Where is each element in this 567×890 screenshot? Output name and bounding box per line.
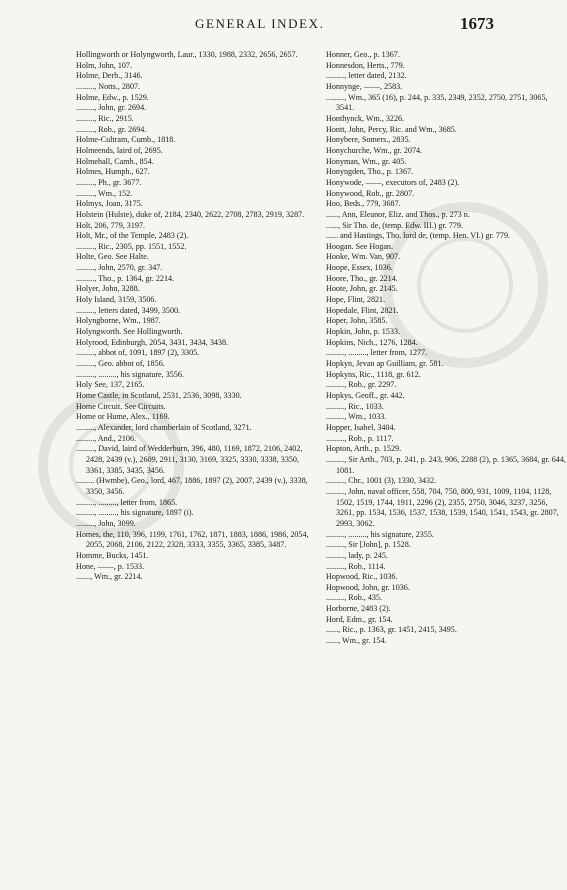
index-entry: Honyngden, Tho., p. 1367. — [326, 167, 414, 177]
index-entry: ......., Wm., gr. 2214. — [76, 572, 143, 582]
index-entry: ........., Ric., 2915. — [76, 113, 134, 123]
index-entry: Hopton, Arth., p. 1529. — [326, 444, 402, 454]
index-entry: Hoote, John, gr. 2145. — [326, 284, 398, 294]
index-column-left — [76, 50, 316, 583]
index-entry: Horborne, 2483 (2). — [326, 604, 391, 614]
index-column-right — [326, 50, 566, 647]
index-entry: Holyrood, Edinburgh, 2054, 3431, 3434, 3438. — [76, 337, 229, 347]
index-entry: Honner, Geo., p. 1367. — [326, 50, 400, 59]
index-entry: ........., Ric., 1033. — [326, 401, 384, 411]
index-entry: Hopkyn, Jevan ap Guilliam, gr. 581. — [326, 359, 444, 369]
index-entry: ...... and Hastings, Tho. lord de, (temp. Hen. VI.) gr. 779. — [326, 231, 511, 241]
page-header — [0, 16, 567, 38]
index-entry: Home Circuit. See Circuits. — [76, 401, 166, 411]
index-entry: ........., Wm., 365 (16), p. 244, p. 335, 2349, 2352, 2750, 2751, 3065, 3541. — [326, 92, 548, 113]
index-entry: ........., David, laird of Wedderburn, 396, 480, 1169, 1872, 2106, 2402, 2428, 2439 (v.), 2609, 2911, 3130, 3169, 3325, 3330, 3338, 3350, 3361, 3385, 3435, 3456. — [76, 444, 303, 475]
index-entry: Holme-Cultram, Cumb., 1818. — [76, 135, 176, 145]
index-entry: Honybere, Somers., 2835. — [326, 135, 411, 145]
index-entry: Homme, Bucks, 1451. — [76, 550, 149, 560]
index-entry: Holstein (Hulste), duke of, 2184, 2340, 2622, 2708, 2783, 2919, 3287. — [76, 209, 305, 219]
index-entry: Holy Island, 3159, 3506. — [76, 295, 157, 305]
index-entry: Hoogan. See Hogan. — [326, 241, 393, 251]
index-entry: ........., John, 2570, gr. 347. — [76, 263, 163, 273]
index-entry: ........., ........., his signature, 1897 (i). — [76, 508, 194, 518]
index-entry: ........., ........., letter from, 1277. — [326, 348, 428, 358]
index-entry: ........., Ric., 2305, pp. 1551, 1552. — [76, 241, 187, 251]
index-entry: ........., Wm., 1033. — [326, 412, 387, 422]
index-entry: Hopwood, John, gr. 1036. — [326, 582, 410, 592]
index-entry: Holyer, John, 3288. — [76, 284, 140, 294]
index-entry: Hontt, John, Percy, Ric. and Wm., 3685. — [326, 124, 457, 134]
index-entry: Holy See, 137, 2165. — [76, 380, 145, 390]
index-entry: Holyngborne, Wm., 1987. — [76, 316, 161, 326]
index-entry: Honnynge, ——, 2583. — [326, 81, 403, 91]
index-entry: Honnesdon, Herts., 779. — [326, 60, 405, 70]
index-entry: Holt, Mr., of the Temple, 2483 (2). — [76, 231, 189, 241]
index-entry: Holmeends, laird of, 2695. — [76, 145, 163, 155]
index-entry: ........., John, gr. 2694. — [76, 103, 147, 113]
index-entry: ........., John, naval officer, 558, 704, 750, 800, 931, 1009, 1104, 1128, 1502, 1519, 1744, 1911, 2296 (2), 2355, 2750, 3046, 3237, 3256, 3261, pp. 1534, 1536, 1537, 1538, 1539, 1540, 1541, 1543, gr. 2807, 2993, 3062. — [326, 486, 559, 528]
index-entry: ......, Wm., gr. 154. — [326, 636, 387, 646]
index-entry: ........., ........., his signature, 2355. — [326, 529, 434, 539]
index-entry: Honthynck, Wm., 3226. — [326, 113, 405, 123]
page-number: 1673 — [460, 14, 494, 33]
index-entry: ........., abbot of, 1091, 1897 (2), 3305. — [76, 348, 200, 358]
index-entry: ........., Notts., 2807. — [76, 81, 141, 91]
index-entry: Hopwood, Ric., 1036. — [326, 572, 398, 582]
index-entry: Hord, Edm., gr. 154. — [326, 614, 393, 624]
index-entry: Hopkys, Geoff., gr. 442. — [326, 391, 405, 400]
index-entry: ........., Sir [John], p. 1528. — [326, 540, 411, 550]
index-entry: Hoper, John, 3585. — [326, 316, 388, 326]
index-entry: Hollingworth or Holyngworth, Laur., 1330, 1988, 2332, 2656, 2657. — [76, 50, 298, 59]
index-entry: Hopedale, Flint, 2821. — [326, 305, 399, 315]
index-entry: Hoope, Essex, 1036. — [326, 263, 393, 273]
index-entry: Hoore, Tho., gr. 2214. — [326, 273, 398, 283]
index-entry: Honywode, ——, executors of, 2483 (2). — [326, 177, 460, 187]
index-entry: Holme, Edw., p. 1529. — [76, 92, 149, 102]
index-entry: Honywood, Rob., gr. 2807. — [326, 188, 415, 198]
index-entry: Honychurche, Wm., gr. 2074. — [326, 145, 423, 155]
index-entry: Hope, Flint, 2821. — [326, 295, 386, 305]
index-entry: ........., Chr., 1001 (3), 1330, 3432. — [326, 476, 437, 486]
index-entry: Homes, the, 110, 396, 1199, 1761, 1762, 1871, 1883, 1886, 1986, 2054, 2055, 2068, 2106, 2122, 2328, 3333, 3355, 3365, 3385, 3487. — [76, 529, 309, 550]
index-entry: Holmehall, Camb., 854. — [76, 156, 154, 166]
index-entry: ........., letter dated, 2132. — [326, 71, 407, 81]
index-entry: ........., Alexander, lord chamberlain of Scotland, 3271. — [76, 422, 252, 432]
index-entry: ........., Geo. abbot of, 1856. — [76, 359, 165, 369]
index-entry: ........., Tho., p. 1364, gr. 2214. — [76, 273, 175, 283]
index-entry: ........., ........., his signature, 3556. — [76, 369, 184, 379]
index-entry: ........., Rob., gr. 2694. — [76, 124, 147, 134]
index-entry: ........., Rob., 1114. — [326, 561, 386, 571]
index-entry: ........., And., 2106. — [76, 433, 137, 443]
index-entry: ........., Rob., gr. 2297. — [326, 380, 397, 390]
index-entry: Hopkin, John, p. 1533. — [326, 327, 400, 337]
index-entry: Hopper, Isabel, 3404. — [326, 422, 396, 432]
index-entry: ........., John, 3099. — [76, 518, 136, 528]
index-entry: ........., lady, p. 245. — [326, 550, 388, 560]
index-entry: Hooke, Wm. Van, 907. — [326, 252, 401, 262]
index-entry: Hopkins, Nich., 1276, 1284. — [326, 337, 418, 347]
index-entry: ........., Wm., 152. — [76, 188, 133, 198]
index-entry: Home Castle, in Scotland, 2531, 2536, 3098, 3330. — [76, 391, 242, 400]
running-head: GENERAL INDEX. — [195, 16, 325, 31]
index-entry: Holt, 206, 779, 3197. — [76, 220, 146, 230]
index-entry: ........., ........., letter from, 1865. — [76, 497, 178, 507]
index-entry: ......, Sir Tho. de, (temp. Edw. III.) gr. 779. — [326, 220, 463, 230]
index-entry: Honyman, Wm., gr. 405. — [326, 156, 407, 166]
index-entry: ........., Ph., gr. 3677. — [76, 177, 142, 187]
index-entry: Holmys, Joan, 3175. — [76, 199, 143, 209]
index-entry: ......... (Hwmbe), Geo., lord, 467, 1886, 1897 (2), 2007, 2439 (v.), 3338, 3350, 3456. — [76, 476, 308, 496]
index-entry: ......, Ric., p. 1363, gr. 1451, 2415, 3495. — [326, 625, 457, 635]
index-entry: Hoo, Beds., 779, 3687. — [326, 199, 401, 209]
index-entry: Holmes, Humph., 627. — [76, 167, 150, 177]
index-entry: ........., Rob., 435. — [326, 593, 382, 603]
index-entry: Hopkyns, Ric., 1118, gr. 612. — [326, 369, 421, 379]
index-entry: Holyngworth. See Hollingworth. — [76, 327, 183, 337]
index-entry: Hone, ——, p. 1533. — [76, 561, 145, 571]
index-entry: Holte, Geo. See Halte. — [76, 252, 149, 262]
index-entry: ......, Ann, Eleanor, Eliz. and Thos., p. 273 n. — [326, 209, 470, 219]
index-entry: Home or Hume, Alex., 1169. — [76, 412, 170, 422]
index-entry: ........., letters dated, 3499, 3500. — [76, 305, 181, 315]
index-entry: ........., Sir Arth., 703, p. 241, p. 243, 906, 2288 (2), p. 1365, 3684, gr. 644, 1081. — [326, 454, 566, 475]
index-entry: ........., Rob., p. 1117. — [326, 433, 394, 443]
index-entry: Holme, Derb., 3146. — [76, 71, 143, 81]
index-entry: Holm, John, 107. — [76, 60, 132, 70]
